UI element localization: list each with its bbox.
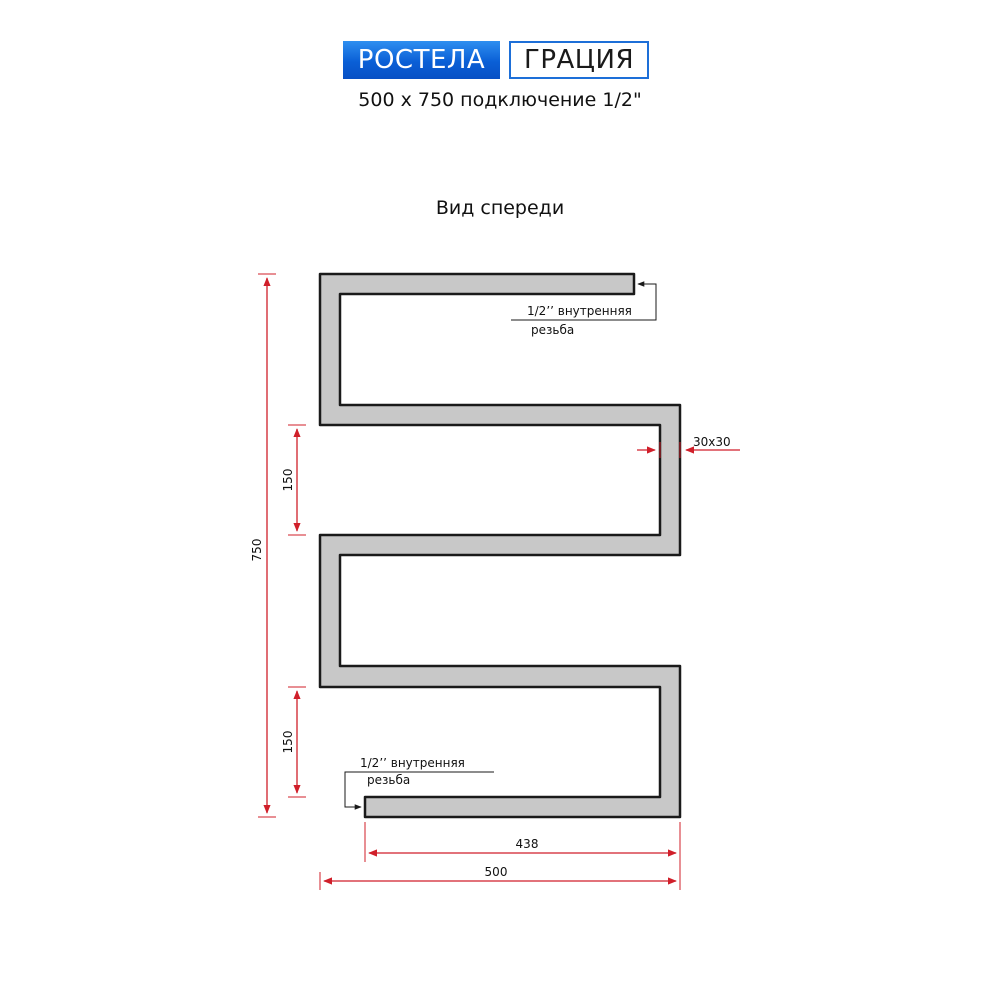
dimension-gap-lower-label: 150 [281,730,295,754]
annotation-bottom-thread-line1: 1/2’’ внутренняя [360,756,465,770]
dimension-gap-upper-label: 150 [281,468,295,492]
dimension-gap-lower [281,687,306,797]
view-title: Вид спереди [435,197,565,219]
product-subtitle: 500 х 750 подключение 1/2" [358,89,642,111]
dimension-width-inner [365,822,680,862]
dimension-height-total [250,274,276,817]
brand-name: РОСТЕЛА [343,41,500,79]
dimension-width-total [320,862,680,890]
annotation-bottom-thread-line2: резьба [367,773,411,787]
towel-warmer-pipe [320,274,680,817]
model-name: ГРАЦИЯ [509,41,649,79]
dimension-width-inner-label: 438 [515,837,539,851]
dimension-profile-label: 30x30 [693,435,731,449]
annotation-top-thread-line2: резьба [531,323,575,337]
dimension-profile [637,435,740,458]
annotation-top-thread-line1: 1/2’’ внутренняя [527,304,632,318]
dimension-width-total-label: 500 [484,865,508,879]
dimension-height-total-label: 750 [250,538,264,562]
dimension-gap-upper [281,425,306,535]
